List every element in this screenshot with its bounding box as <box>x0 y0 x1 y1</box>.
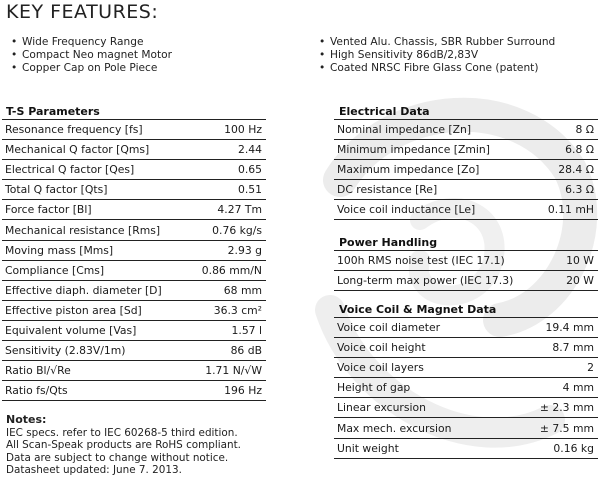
param-label: DC resistance [Re] <box>334 180 514 200</box>
table-row <box>2 381 266 401</box>
table-row <box>334 338 598 358</box>
param-value: 0.16 kg <box>514 438 598 458</box>
feature-item: • Wide Frequency Range <box>8 36 172 49</box>
table-row <box>2 320 266 340</box>
table-row <box>334 398 598 418</box>
table-row <box>334 160 598 180</box>
param-value: 100 Hz <box>172 120 266 140</box>
param-value: 86 dB <box>172 341 266 361</box>
param-value: 20 W <box>524 271 598 291</box>
param-label: Maximum impedance [Zo] <box>334 160 514 180</box>
param-label: Effective diaph. diameter [D] <box>2 280 172 300</box>
param-value: 196 Hz <box>172 381 266 401</box>
electrical-data-table <box>334 119 598 220</box>
param-label: Compliance [Cms] <box>2 260 172 280</box>
table-row <box>334 180 598 200</box>
param-value: 0.51 <box>172 180 266 200</box>
note-line: All Scan-Speak products are RoHS compliant. <box>6 439 241 452</box>
param-label: Linear excursion <box>334 398 514 418</box>
table-row <box>2 260 266 280</box>
notes-title: Notes: <box>6 413 47 426</box>
param-value: 10 W <box>524 251 598 271</box>
param-label: Voice coil inductance [Le] <box>334 200 514 220</box>
param-label: Electrical Q factor [Qes] <box>2 160 172 180</box>
table-row <box>334 418 598 438</box>
param-label: Effective piston area [Sd] <box>2 300 172 320</box>
ts-parameters-title: T-S Parameters <box>6 105 100 118</box>
table-row <box>334 140 598 160</box>
param-label: Mechanical resistance [Rms] <box>2 220 172 240</box>
table-row <box>334 438 598 458</box>
note-line: Datasheet updated: June 7. 2013. <box>6 464 182 477</box>
feature-item: • Copper Cap on Pole Piece <box>8 62 172 75</box>
param-label: Voice coil diameter <box>334 318 514 338</box>
param-value: 1.57 l <box>172 320 266 340</box>
table-row <box>2 240 266 260</box>
param-label: Ratio Bl/√Re <box>2 361 172 381</box>
table-row <box>334 318 598 338</box>
param-label: 100h RMS noise test (IEC 17.1) <box>334 251 524 271</box>
param-label: Mechanical Q factor [Qms] <box>2 140 172 160</box>
feature-item: • Vented Alu. Chassis, SBR Rubber Surround <box>316 36 555 49</box>
notes <box>6 414 241 477</box>
param-value: 0.76 kg/s <box>172 220 266 240</box>
param-value: 4 mm <box>514 378 598 398</box>
param-label: Height of gap <box>334 378 514 398</box>
param-value: 19.4 mm <box>514 318 598 338</box>
table-row <box>2 160 266 180</box>
table-row <box>2 220 266 240</box>
table-row <box>2 341 266 361</box>
table-row <box>2 120 266 140</box>
table-row <box>2 200 266 220</box>
param-label: Unit weight <box>334 438 514 458</box>
feature-item: • Coated NRSC Fibre Glass Cone (patent) <box>316 62 555 75</box>
feature-item: • Compact Neo magnet Motor <box>8 49 172 62</box>
power-handling-title: Power Handling <box>339 236 438 249</box>
param-label: Voice coil layers <box>334 358 514 378</box>
table-row <box>2 300 266 320</box>
param-value: ± 7.5 mm <box>514 418 598 438</box>
param-value: 1.71 N/√W <box>172 361 266 381</box>
param-label: Resonance frequency [fs] <box>2 120 172 140</box>
features-list-right <box>316 36 555 75</box>
param-value: 0.11 mH <box>514 200 598 220</box>
param-label: Sensitivity (2.83V/1m) <box>2 341 172 361</box>
param-label: Ratio fs/Qts <box>2 381 172 401</box>
table-row <box>334 251 598 271</box>
param-value: 2.44 <box>172 140 266 160</box>
param-label: Max mech. excursion <box>334 418 514 438</box>
param-value: 4.27 Tm <box>172 200 266 220</box>
param-value: 36.3 cm² <box>172 300 266 320</box>
voice-coil-table <box>334 317 598 459</box>
param-label: Total Q factor [Qts] <box>2 180 172 200</box>
table-row <box>2 361 266 381</box>
param-label: Long-term max power (IEC 17.3) <box>334 271 524 291</box>
voice-coil-title: Voice Coil & Magnet Data <box>339 303 497 316</box>
param-value: 8 Ω <box>514 120 598 140</box>
table-row <box>334 271 598 291</box>
power-handling-table <box>334 250 598 291</box>
table-row <box>334 358 598 378</box>
param-value: 2 <box>514 358 598 378</box>
table-row <box>2 140 266 160</box>
param-value: 0.86 mm/N <box>172 260 266 280</box>
param-label: Minimum impedance [Zmin] <box>334 140 514 160</box>
param-label: Voice coil height <box>334 338 514 358</box>
table-row <box>2 280 266 300</box>
table-row <box>334 200 598 220</box>
note-line: Data are subject to change without notice. <box>6 451 229 464</box>
key-features-title: KEY FEATURES: <box>6 1 159 23</box>
param-label: Equivalent volume [Vas] <box>2 320 172 340</box>
ts-parameters-table <box>2 119 266 401</box>
param-value: 68 mm <box>172 280 266 300</box>
param-value: 0.65 <box>172 160 266 180</box>
note-line: IEC specs. refer to IEC 60268-5 third edition. <box>6 426 238 439</box>
features-list-left <box>8 36 172 75</box>
feature-item: • High Sensitivity 86dB/2,83V <box>316 49 555 62</box>
table-row <box>334 378 598 398</box>
param-value: 2.93 g <box>172 240 266 260</box>
table-row <box>2 180 266 200</box>
param-label: Nominal impedance [Zn] <box>334 120 514 140</box>
param-value: 28.4 Ω <box>514 160 598 180</box>
param-label: Force factor [Bl] <box>2 200 172 220</box>
param-value: 6.8 Ω <box>514 140 598 160</box>
param-label: Moving mass [Mms] <box>2 240 172 260</box>
param-value: 6.3 Ω <box>514 180 598 200</box>
param-value: 8.7 mm <box>514 338 598 358</box>
table-row <box>334 120 598 140</box>
param-value: ± 2.3 mm <box>514 398 598 418</box>
electrical-data-title: Electrical Data <box>339 105 430 118</box>
